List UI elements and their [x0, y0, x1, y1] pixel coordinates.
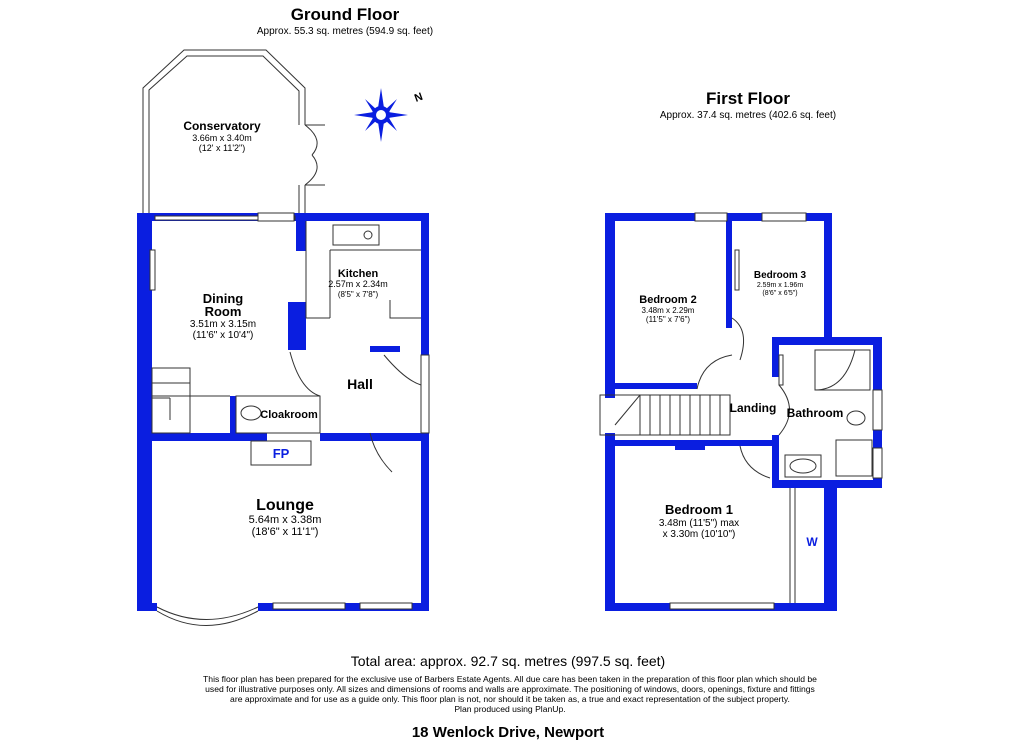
disclaimer-line-2: used for illustrative purposes only. All sizes and dimensions of rooms and walls are approximate. The positioning of windows, doors, openings, fixture and fittings: [205, 684, 815, 694]
kitchen-name: Kitchen: [337, 268, 379, 280]
dining-name-line2: Room: [204, 304, 242, 319]
kitchen-metric: 2.57m x 2.34m: [328, 279, 388, 289]
bedroom1-line1: 3.48m (11'5") max: [658, 518, 740, 529]
lounge-name: Lounge: [256, 497, 314, 514]
dining-metric: 3.51m x 3.15m: [189, 319, 257, 330]
property-address: 18 Wenlock Drive, Newport: [411, 724, 605, 741]
bedroom1-name: Bedroom 1: [665, 502, 733, 517]
bedroom2-imperial: (11'5" x 7'6"): [645, 315, 691, 324]
wardrobe-label: W: [806, 535, 818, 549]
total-area: Total area: approx. 92.7 sq. metres (997.5 sq. feet): [350, 653, 666, 669]
dining-imperial: (11'6" x 10'4"): [192, 330, 254, 341]
lounge-imperial: (18'6" x 11'1"): [251, 526, 319, 538]
compass-icon: [354, 88, 408, 142]
disclaimer-line-4: Plan produced using PlanUp.: [454, 704, 566, 714]
compass-north-label: N: [412, 90, 425, 105]
bedroom3-name: Bedroom 3: [753, 270, 807, 281]
bedroom3-imperial: (8'6" x 6'5"): [762, 290, 798, 297]
lounge-metric: 5.64m x 3.38m: [248, 514, 322, 526]
dining-name-line1: Dining: [202, 291, 244, 306]
bedroom2-metric: 3.48m x 2.29m: [641, 306, 695, 315]
ground-floor-title: Ground Floor: [290, 5, 400, 24]
disclaimer-line-1: This floor plan has been prepared for the exclusive use of Barbers Estate Agents. All due care has been taken in the preparation of this floor plan which should be: [203, 674, 817, 684]
bedroom3-metric: 2.59m x 1.96m: [756, 282, 804, 289]
hall-name: Hall: [347, 376, 373, 392]
cloakroom-name: Cloakroom: [260, 409, 318, 421]
conservatory-imperial: (12' x 11'2"): [198, 143, 246, 153]
conservatory-metric: 3.66m x 3.40m: [192, 133, 252, 143]
first-floor-title: First Floor: [705, 89, 791, 108]
disclaimer-line-3: are approximate and for use as a guide only. This floor plan is not, nor should it be taken as, a true and exact representation of the subject property.: [230, 694, 790, 704]
bedroom1-line2: x 3.30m (10'10"): [662, 529, 736, 540]
landing-name: Landing: [729, 401, 777, 415]
ground-floor-area: Approx. 55.3 sq. metres (594.9 sq. feet): [256, 26, 434, 37]
bedroom2-name: Bedroom 2: [639, 294, 697, 306]
first-floor-area: Approx. 37.4 sq. metres (402.6 sq. feet): [659, 110, 837, 121]
fireplace-label: FP: [272, 446, 290, 461]
conservatory-name: Conservatory: [183, 119, 261, 133]
bathroom-name: Bathroom: [786, 406, 844, 420]
kitchen-imperial: (8'5" x 7'8"): [337, 290, 379, 299]
